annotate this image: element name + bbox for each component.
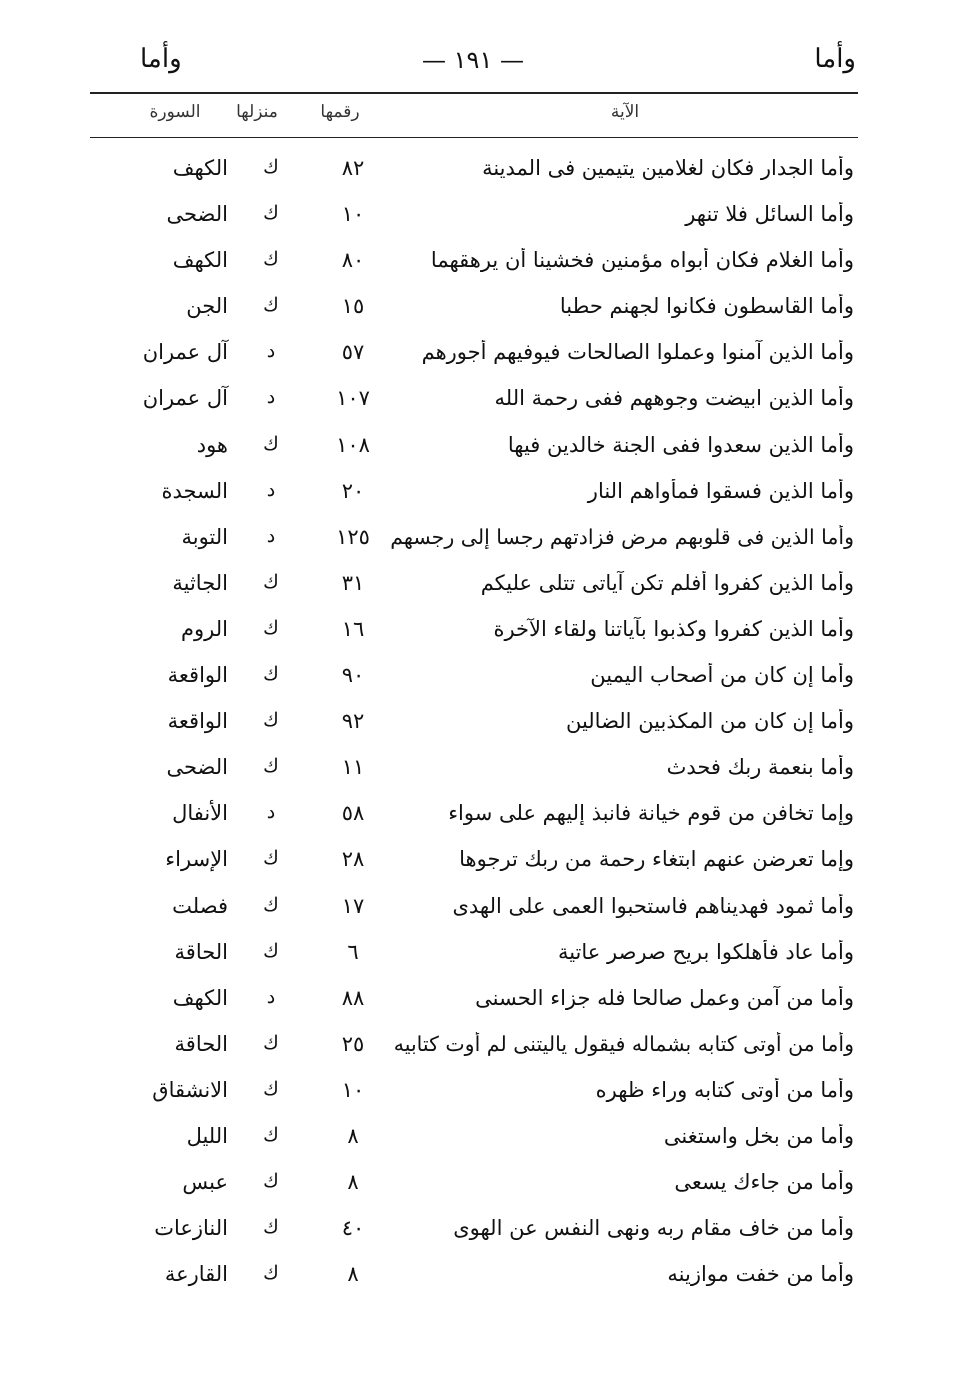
revelation-type: ك [263,1170,279,1193]
verse-number: ٨٠ [341,248,365,273]
verse-number: ١٥ [341,294,365,319]
page-header [90,38,856,88]
revelation-type: ك [263,663,279,686]
verse-text: وإما تخافن من قوم خيانة فانبذ إليهم على سواء [448,801,854,826]
surah-name: الكهف [172,985,228,1010]
table-row [0,1074,966,1120]
surah-name: النازعات [154,1216,228,1241]
surah-name: آل عمران [142,340,228,365]
verse-number: ٨٨ [341,985,365,1010]
verse-number: ١١ [341,755,365,780]
surah-name: آل عمران [142,386,228,411]
table-row [0,1212,966,1258]
table-row [0,613,966,659]
verse-text: وأما من آمن وعمل صالحا فله جزاء الحسنى [475,985,854,1010]
revelation-type: ك [263,1216,279,1239]
verse-text: وأما الذين فى قلوبهم مرض فزادتهم رجسا إلى رجسهم [390,524,854,549]
table-row [0,521,966,567]
verse-text: وأما ثمود فهديناهم فاستحبوا العمى على الهدى [452,893,854,918]
revelation-type: د [266,801,276,824]
table-row [0,705,966,751]
verse-text: وأما الذين ابيضت وجوههم ففى رحمة الله [494,386,854,411]
surah-name: الحاقة [174,939,228,964]
verse-text: وأما الذين سعدوا ففى الجنة خالدين فيها [507,432,854,457]
surah-name: الأنفال [172,801,228,826]
revelation-type: ك [263,432,279,455]
revelation-type: ك [263,156,279,178]
verse-number: ٢٠ [341,478,365,503]
revelation-type: ك [263,1123,279,1146]
revelation-type: ك [263,570,279,593]
surah-name: الحاقة [174,1031,228,1056]
verse-text: وأما الذين آمنوا وعملوا الصالحات فيوفيهم أجورهم [421,340,854,365]
surah-name: الإسراء [165,847,228,872]
page-number: — ١٩١ — [422,46,524,74]
surah-name: الانشقاق [152,1077,228,1102]
verse-number: ٨٢ [341,156,365,180]
verse-number: ١٠٨ [336,432,370,457]
verse-text: وأما الغلام فكان أبواه مؤمنين فخشينا أن يرهقهما [430,248,854,273]
column-header-number: رقمها [320,102,360,122]
table-row [0,1028,966,1074]
verse-number: ٢٨ [341,847,365,872]
verse-text: وأما من خاف مقام ربه ونهى النفس عن الهوى [453,1216,854,1241]
table-row [0,198,966,244]
column-header-revelation: منزلها [236,102,278,122]
table-row [0,429,966,475]
revelation-type: د [266,386,276,409]
verse-table [0,152,966,1304]
verse-text: وأما من بخل واستغنى [663,1123,854,1148]
table-row [0,1120,966,1166]
revelation-type: ك [263,893,279,916]
verse-number: ١٠ [341,202,365,227]
verse-text: وأما من خفت موازينه [667,1262,854,1287]
column-header-verse: الآية [610,102,640,122]
header-left-word: وأما [140,44,182,74]
table-row [0,797,966,843]
revelation-type: ك [263,294,279,317]
surah-name: الليل [186,1123,228,1148]
verse-number: ٤٠ [341,1216,365,1241]
verse-number: ٨ [347,1262,359,1287]
revelation-type: د [266,524,276,547]
verse-text: وأما عاد فأهلكوا بريح صرصر عاتية [557,939,854,964]
verse-number: ١٠٧ [336,386,370,411]
revelation-type: ك [263,847,279,870]
revelation-type: ك [263,248,279,271]
verse-number: ١٠ [341,1077,365,1102]
table-row [0,843,966,889]
verse-text: وأما القاسطون فكانوا لجهنم حطبا [559,294,854,319]
surah-name: الكهف [172,156,228,180]
surah-name: التوبة [181,524,228,549]
surah-name: الكهف [172,248,228,273]
verse-number: ٥٧ [341,340,365,365]
surah-name: الضحى [166,202,228,227]
verse-number: ٨ [347,1123,359,1148]
verse-number: ٣١ [341,570,365,595]
verse-text: وأما إن كان من المكذبين الضالين [565,709,854,734]
verse-number: ١٢٥ [336,524,370,549]
table-row [0,1258,966,1304]
revelation-type: ك [263,939,279,962]
surah-name: الجاثية [172,570,228,595]
verse-text: وأما السائل فلا تنهر [685,202,854,227]
verse-text: وأما من أوتى كتابه وراء ظهره [595,1077,854,1102]
revelation-type: د [266,478,276,501]
verse-text: وأما من أوتى كتابه بشماله فيقول ياليتنى لم أوت كتابيه [393,1031,854,1056]
revelation-type: ك [263,1077,279,1100]
revelation-type: د [266,985,276,1008]
surah-name: القارعة [164,1262,228,1287]
column-header-rule [90,137,858,138]
table-row [0,982,966,1028]
verse-number: ١٧ [341,893,365,918]
verse-text: وأما الذين كفروا أفلم تكن آياتى تتلى عليكم [480,570,854,595]
verse-number: ٩٠ [341,663,365,688]
surah-name: هود [196,432,228,457]
revelation-type: ك [263,202,279,225]
column-header-surah: السورة [149,102,201,122]
revelation-type: ك [263,1262,279,1285]
table-row [0,659,966,705]
verse-number: ٢٥ [341,1031,365,1056]
revelation-type: ك [263,1031,279,1054]
revelation-type: ك [263,755,279,778]
verse-text: وأما الجدار فكان لغلامين يتيمين فى المدينة [482,156,854,180]
table-row [0,890,966,936]
revelation-type: د [266,340,276,363]
verse-text: وإما تعرضن عنهم ابتغاء رحمة من ربك ترجوها [459,847,854,872]
revelation-type: ك [263,616,279,639]
verse-number: ١٦ [341,616,365,641]
verse-text: وأما الذين فسقوا فمأواهم النار [587,478,854,503]
surah-name: عبس [182,1170,228,1195]
verse-text: وأما الذين كفروا وكذبوا بآياتنا ولقاء الآخرة [493,616,854,641]
table-row [0,382,966,428]
verse-text: وأما من جاءك يسعى [674,1170,854,1195]
surah-name: فصلت [172,893,228,918]
surah-name: السجدة [161,478,228,503]
verse-text: وأما إن كان من أصحاب اليمين [590,663,854,688]
header-rule [90,92,858,94]
table-row [0,475,966,521]
table-row [0,751,966,797]
table-row [0,567,966,613]
revelation-type: ك [263,709,279,732]
surah-name: الروم [181,616,228,641]
verse-number: ٨ [347,1170,359,1195]
table-row [0,1166,966,1212]
verse-number: ٥٨ [341,801,365,826]
surah-name: الواقعة [167,709,228,734]
header-right-word: وأما [814,44,856,74]
verse-number: ٩٢ [341,709,365,734]
table-row [0,152,966,198]
surah-name: الواقعة [167,663,228,688]
table-row [0,936,966,982]
table-row [0,244,966,290]
verse-number: ٦ [347,939,359,964]
surah-name: الضحى [166,755,228,780]
surah-name: الجن [186,294,228,319]
table-row [0,290,966,336]
table-row [0,336,966,382]
verse-text: وأما بنعمة ربك فحدث [666,755,854,780]
